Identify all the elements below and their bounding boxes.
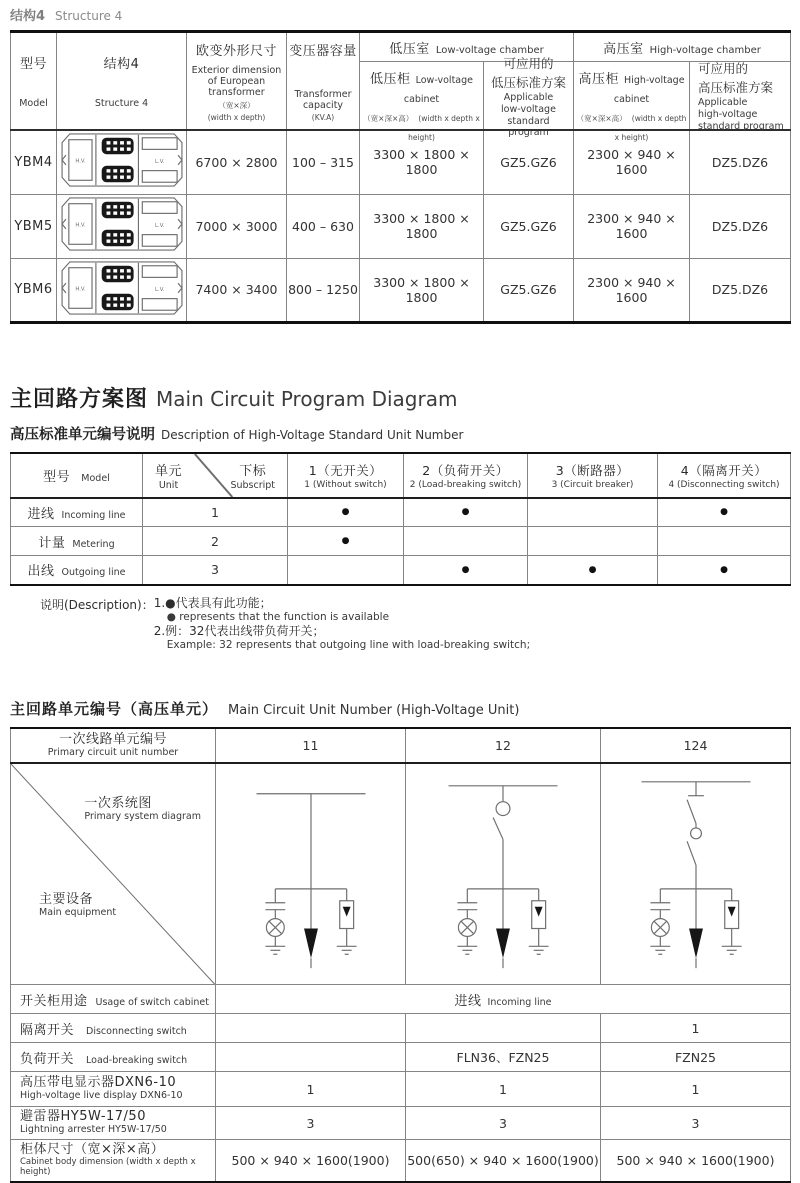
transformer-block-icon: [101, 138, 133, 154]
load-switch-circle: [690, 828, 701, 839]
lv-program-en3: standard program: [507, 115, 550, 138]
value-cell: 500(650) × 940 × 1600(1900): [406, 1140, 601, 1182]
value-cell: 3: [601, 1107, 791, 1140]
value-cell: 1: [216, 1072, 406, 1107]
unit-number-heading-zh: 主回路单元编号（高压单元）: [10, 699, 219, 718]
model-cell: YBM4: [11, 130, 57, 194]
function-mark: ●: [658, 556, 791, 585]
circuit-cell-11: [216, 763, 406, 985]
model-cell: YBM6: [11, 258, 57, 322]
structure-table: [10, 30, 791, 324]
row-label-zh: 柜体尺寸（宽×深×高）: [20, 1142, 165, 1158]
table-row: [11, 1014, 791, 1043]
exterior-dims-zh: （宽×深）: [218, 101, 255, 110]
ground-icon: [650, 946, 670, 954]
circuit-diagram-12: [413, 764, 593, 984]
transformer-block-icon: [101, 230, 133, 246]
circuit-diagram-11: [221, 764, 401, 984]
value-cell: [406, 1014, 601, 1043]
model-header-zh: 型号: [43, 469, 71, 485]
lv-program-zh1: 可应用的: [503, 55, 554, 71]
value-cell: FLN36、FZN25: [406, 1043, 601, 1072]
value-cell: 3: [406, 1107, 601, 1140]
switch-blade: [687, 841, 696, 865]
col-header-lv-program: [484, 55, 574, 138]
unit-number-11: 11: [216, 728, 406, 763]
hv-program-zh1: 可应用的: [698, 61, 749, 76]
row-label-usage: [11, 985, 216, 1014]
feeder-arrow-icon: [496, 928, 510, 958]
capacity-cell: 800 – 1250: [287, 258, 360, 322]
catalog-page: [0, 5, 800, 1183]
row-label-lightning-arrester: [11, 1107, 216, 1140]
table-row: [11, 1072, 791, 1107]
main-circuit-heading-en: Main Circuit Program Diagram: [156, 386, 458, 411]
col-header-unit-subscript: [143, 453, 288, 498]
col-header-model: [11, 32, 57, 131]
main-circuit-unit-table: [10, 727, 791, 1183]
main-circuit-heading-zh: 主回路方案图: [10, 386, 149, 412]
lv-cabinet-dims-en: (width x depth x height): [408, 113, 480, 142]
capacity-header-zh: 变压器容量: [289, 44, 357, 59]
function-2-en: 2 (Load-breaking switch): [409, 479, 522, 490]
main-equipment-en: Main equipment: [39, 907, 117, 919]
capacity-header-en: Transformer capacity: [294, 89, 352, 111]
row-label-en: Metering: [72, 538, 115, 550]
hv-cabinet-dims-zh: （宽×深×高）: [576, 113, 627, 123]
transformer-block-icon: [101, 293, 133, 309]
row-label-zh: 开关柜用途: [20, 993, 88, 1009]
hv-label: H.V.: [74, 158, 86, 165]
model-cell: YBM5: [11, 194, 57, 258]
row-label-outgoing: [11, 556, 143, 585]
function-mark: ●: [404, 556, 528, 585]
function-mark: [288, 556, 404, 585]
usage-value-zh: 进线: [454, 993, 482, 1009]
primary-system-diagram-en: Primary system diagram: [84, 811, 201, 823]
row-label-en: Load-breaking switch: [86, 1054, 188, 1066]
exterior-header-zh: 欧变外形尺寸: [195, 44, 277, 59]
unit-number-12: 12: [406, 728, 601, 763]
structure-header-en: Structure 4: [94, 98, 149, 109]
model-header-zh: 型号: [19, 57, 47, 72]
function-mark: ●: [288, 498, 404, 527]
lightning-arrester-branch-icon: [721, 889, 741, 954]
load-switch-circle: [496, 801, 510, 815]
section-structure-label: [10, 5, 790, 24]
capacity-cell: 400 – 630: [287, 194, 360, 258]
note-line-1-zh: 1.●代表具有此功能；: [153, 595, 272, 610]
value-cell: 1: [601, 1014, 791, 1043]
function-2-zh: 2（负荷开关）: [422, 462, 509, 478]
col-header-model: [11, 453, 143, 498]
lv-cabinet-cell: 3300 × 1800 × 1800: [360, 258, 484, 322]
circuit-diagram-124: [606, 764, 786, 984]
lv-program-en1: Applicable: [503, 91, 554, 103]
lv-program-zh2: 低压标准方案: [490, 74, 566, 90]
unit-description-subheading: [10, 423, 790, 444]
exterior-cell: 6700 × 2800: [187, 130, 287, 194]
capacity-cell: 100 – 315: [287, 130, 360, 194]
hv-chamber-en: High-voltage chamber: [649, 44, 761, 56]
function-1-zh: 1（无开关）: [308, 462, 383, 478]
note-line-1-en: ● represents that the function is available: [166, 610, 390, 623]
row-label-cabinet-dimension: [11, 1140, 216, 1182]
function-mark: [404, 527, 528, 556]
unit-number-heading-en: Main Circuit Unit Number (High-Voltage Unit): [228, 702, 520, 718]
exterior-cell: 7400 × 3400: [187, 258, 287, 322]
row-label-en: Cabinet body dimension (width x depth x height): [20, 1157, 196, 1177]
primary-system-diagram-zh: 一次系统图: [84, 795, 152, 811]
col-header-primary-unit-number: [11, 728, 216, 763]
hv-chamber-zh: 高压室: [603, 41, 644, 57]
row-label-zh: 高压带电显示器DXN6-10: [20, 1075, 177, 1091]
col-header-hv-chamber: [574, 32, 791, 62]
lv-panel-top: [142, 138, 177, 150]
main-circuit-heading: [10, 382, 790, 413]
hv-cabinet-dims-en: (width x depth x height): [614, 113, 687, 142]
transformer-block-icon: [101, 265, 133, 281]
value-cell: 1: [406, 1072, 601, 1107]
transformer-block-icon: [101, 166, 133, 182]
capacity-unit: (KV.A): [311, 113, 335, 122]
switch-blade: [493, 817, 503, 839]
row-label-en: Usage of switch cabinet: [95, 996, 209, 1008]
row-label-zh: 进线: [27, 506, 55, 522]
lv-label: L.V.: [154, 159, 164, 166]
row-label-metering: [11, 527, 143, 556]
live-display-branch-icon: [457, 889, 477, 954]
value-cell: [216, 1014, 406, 1043]
col-header-lv-cabinet: [360, 62, 484, 142]
lv-cabinet-en: Low-voltage cabinet: [403, 74, 473, 105]
unit-header-zh: 单元: [155, 463, 183, 479]
ground-icon: [457, 946, 477, 954]
hv-cabinet-en: High-voltage cabinet: [613, 74, 685, 105]
col-header-structure: [57, 32, 187, 131]
substation-structure-diagram: [58, 259, 186, 317]
model-header-en: Model: [19, 98, 48, 109]
structure-diagram-cell: [57, 194, 187, 258]
usage-value-cell: [216, 985, 791, 1014]
table-row: [11, 1043, 791, 1072]
substation-structure-diagram: [58, 195, 186, 253]
row-label-zh: 出线: [27, 564, 55, 580]
value-cell: 3: [216, 1107, 406, 1140]
table-row: [11, 498, 791, 527]
structure-label-en: Structure 4: [55, 9, 123, 23]
hv-program-zh2: 高压标准方案: [698, 80, 774, 95]
unit-number-124: 124: [601, 728, 791, 763]
exterior-cell: 7000 × 3000: [187, 194, 287, 258]
hv-program-en3: standard program: [698, 121, 784, 132]
primary-unit-number-en: Primary circuit unit number: [47, 747, 179, 759]
hv-program-en1: Applicable: [698, 97, 748, 108]
main-equipment-zh: 主要设备: [39, 891, 94, 907]
table-row: [11, 1107, 791, 1140]
function-mark: [528, 527, 658, 556]
unit-header-en: Unit: [158, 479, 179, 491]
circuit-cell-12: [406, 763, 601, 985]
row-label-en: Outgoing line: [61, 567, 126, 579]
substation-structure-diagram: [58, 131, 186, 189]
lv-label: L.V.: [154, 222, 164, 229]
subscript-header-en: Subscript: [230, 479, 275, 491]
function-mark: ●: [404, 498, 528, 527]
structure-header-zh: 结构4: [103, 57, 140, 72]
table-row: [11, 258, 791, 322]
hv-cabinet-cell: 2300 × 940 × 1600: [574, 194, 690, 258]
lv-cabinet-dims-zh: （宽×深×高）: [363, 113, 414, 123]
hv-program-cell: DZ5.DZ6: [690, 194, 791, 258]
hv-program-en2: high-voltage: [698, 109, 758, 120]
row-label-live-display: [11, 1072, 216, 1107]
table-row: [11, 194, 791, 258]
structure-diagram-cell: [57, 258, 187, 322]
row-label-zh: 避雷器HY5W-17/50: [20, 1109, 146, 1125]
value-cell: 500 × 940 × 1600(1900): [216, 1140, 406, 1182]
row-label-en: High-voltage live display DXN6-10: [20, 1090, 183, 1102]
hv-program-cell: DZ5.DZ6: [690, 258, 791, 322]
value-cell: 500 × 940 × 1600(1900): [601, 1140, 791, 1182]
col-header-hv-cabinet: [574, 62, 690, 142]
hv-cabinet-cell: 2300 × 940 × 1600: [574, 130, 690, 194]
diagram-legend-cell: [11, 763, 216, 985]
lv-program-cell: GZ5.GZ6: [484, 130, 574, 194]
lv-cabinet-cell: 3300 × 1800 × 1800: [360, 130, 484, 194]
col-header-capacity: [287, 32, 360, 131]
ground-icon: [529, 946, 549, 954]
hv-cabinet-zh: 高压柜: [578, 71, 619, 87]
unit-description-subheading-zh: 高压标准单元编号说明: [10, 426, 155, 443]
table-row: [11, 985, 791, 1014]
ground-icon: [336, 946, 356, 954]
value-cell: 1: [601, 1072, 791, 1107]
circuit-cell-124: [601, 763, 791, 985]
lv-chamber-en: Low-voltage chamber: [435, 44, 544, 56]
col-header-function-1: [288, 453, 404, 498]
table-row: [11, 1140, 791, 1182]
function-mark: [528, 498, 658, 527]
lv-chamber-zh: 低压室: [389, 41, 430, 57]
table-row: [11, 527, 791, 556]
live-display-branch-icon: [650, 889, 670, 954]
lv-panel-bottom: [142, 171, 177, 183]
col-header-function-3: [528, 453, 658, 498]
structure-label-zh: 结构4: [10, 9, 46, 24]
unit-description-subheading-en: Description of High-Voltage Standard Unit Number: [161, 427, 464, 442]
row-label-incoming: [11, 498, 143, 527]
hv-label: H.V.: [74, 285, 86, 292]
unit-number-heading: [10, 698, 790, 719]
function-mark: ●: [288, 527, 404, 556]
lv-program-en2: low-voltage: [501, 103, 556, 115]
description-notes: [40, 596, 790, 652]
exterior-header-en: Exterior dimension of European transformer: [191, 65, 282, 98]
unit-value: 1: [143, 498, 288, 527]
ground-icon: [721, 946, 741, 954]
primary-unit-number-zh: 一次线路单元编号: [58, 731, 167, 747]
function-3-en: 3 (Circuit breaker): [551, 479, 634, 490]
row-label-en: Disconnecting switch: [86, 1025, 187, 1037]
row-label-en: Lightning arrester HY5W-17/50: [20, 1124, 167, 1136]
notes-label: 说明(Description)：: [40, 597, 154, 612]
transformer-block-icon: [101, 202, 133, 218]
function-1-en: 1 (Without switch): [304, 479, 387, 490]
row-label-disconnecting-switch: [11, 1014, 216, 1043]
feeder-arrow-icon: [689, 928, 703, 958]
lv-label: L.V.: [154, 286, 164, 293]
col-header-exterior-dimension: [187, 32, 287, 131]
unit-number-description-table: [10, 452, 791, 586]
row-label-zh: 负荷开关: [20, 1051, 75, 1067]
feeder-arrow-icon: [304, 928, 318, 958]
table-row: [11, 556, 791, 585]
exterior-dims-en: (width x depth): [207, 113, 266, 122]
live-display-branch-icon: [265, 889, 285, 954]
value-cell: [216, 1043, 406, 1072]
lightning-arrester-branch-icon: [529, 889, 549, 954]
unit-value: 3: [143, 556, 288, 585]
row-label-en: Incoming line: [61, 509, 126, 521]
lv-cabinet-zh: 低压柜: [370, 71, 411, 87]
hv-label: H.V.: [74, 222, 86, 229]
function-3-zh: 3（断路器）: [555, 462, 630, 478]
function-4-zh: 4（隔离开关）: [680, 462, 768, 478]
switch-blade: [687, 799, 696, 823]
subscript-header-zh: 下标: [239, 463, 267, 479]
lv-cabinet-cell: 3300 × 1800 × 1800: [360, 194, 484, 258]
col-header-function-4: [658, 453, 791, 498]
function-mark: ●: [528, 556, 658, 585]
row-label-zh: 计量: [38, 535, 66, 551]
diagram-row: [11, 763, 791, 985]
function-mark: ●: [658, 498, 791, 527]
col-header-function-2: [404, 453, 528, 498]
model-header-en: Model: [81, 472, 110, 484]
hv-cabinet-cell: 2300 × 940 × 1600: [574, 258, 690, 322]
lv-program-cell: GZ5.GZ6: [484, 258, 574, 322]
value-cell: FZN25: [601, 1043, 791, 1072]
row-label-load-breaking-switch: [11, 1043, 216, 1072]
row-label-zh: 隔离开关: [20, 1022, 75, 1038]
lightning-arrester-branch-icon: [336, 889, 356, 954]
col-header-hv-program: [690, 62, 791, 131]
usage-value-en: Incoming line: [487, 996, 552, 1008]
note-line-2-en: Example: 32 represents that outgoing line with load-breaking switch;: [166, 638, 531, 651]
note-line-2-zh: 2.例：32代表出线带负荷开关；: [153, 623, 325, 638]
hv-program-cell: DZ5.DZ6: [690, 130, 791, 194]
lv-program-cell: GZ5.GZ6: [484, 194, 574, 258]
unit-value: 2: [143, 527, 288, 556]
structure-diagram-cell: [57, 130, 187, 194]
function-4-en: 4 (Disconnecting switch): [668, 479, 780, 490]
function-mark: [658, 527, 791, 556]
ground-icon: [265, 946, 285, 954]
